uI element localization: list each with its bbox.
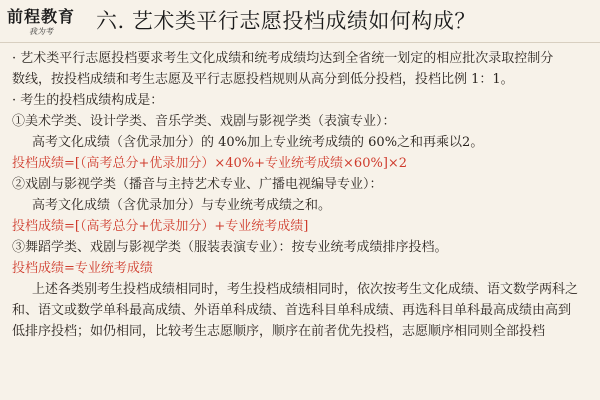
closing-line: 低排序投档；如仍相同，比较考生志愿顺序，顺序在前者优先投档，志愿顺序相同则全部投档 [12, 324, 546, 339]
cat1-heading: ①美术学类、设计学类、音乐学类、戏剧与影视学类（表演专业）： [12, 114, 396, 129]
brand-logo [6, 8, 76, 38]
paragraph1-line: · 艺术类平行志愿投档要求考生文化成绩和统考成绩均达到全省统一划定的相应批次录取控制分 [12, 51, 554, 66]
intro-line: · 考生的投档成绩构成是： [12, 93, 164, 108]
paragraph1-line: 数线，按投档成绩和考生志愿及平行志愿投档规则从高分到低分投档，投档比例 1：1。 [12, 72, 514, 87]
cat2-formula: 投档成绩=[（高考总分+优录加分）+专业统考成绩] [12, 219, 309, 234]
header-divider [0, 42, 600, 43]
cat3-heading: ③舞蹈学类、戏剧与影视学类（服装表演专业）：按专业统考成绩排序投档。 [12, 240, 448, 255]
page-title: 六. 艺术类平行志愿投档成绩如何构成？ [96, 9, 476, 33]
logo-main-text: 前程教育 [6, 7, 75, 26]
logo-sub-text: 我为考 [29, 27, 53, 36]
cat2-heading: ②戏剧与影视学类（播音与主持艺术专业、广播电视编导专业）： [12, 177, 383, 192]
closing-line: 上述各类别考生投档成绩相同时，考生投档成绩相同时，依次按考生文化成绩、语文数学两科之 [32, 282, 579, 297]
closing-line: 和、语文或数学单科最高成绩、外语单科成绩、首选科目单科成绩、再选科目单科最高成绩由高到 [12, 303, 572, 318]
cat1-description: 高考文化成绩（含优录加分）的 40%加上专业统考成绩的 60%之和再乘以2。 [32, 135, 484, 150]
cat2-description: 高考文化成绩（含优录加分）与专业统考成绩之和。 [32, 198, 332, 213]
cat1-formula: 投档成绩=[（高考总分+优录加分）×40%+专业统考成绩×60%]×2 [12, 156, 408, 171]
document-body [12, 48, 592, 342]
cat3-formula: 投档成绩=专业统考成绩 [12, 261, 153, 276]
